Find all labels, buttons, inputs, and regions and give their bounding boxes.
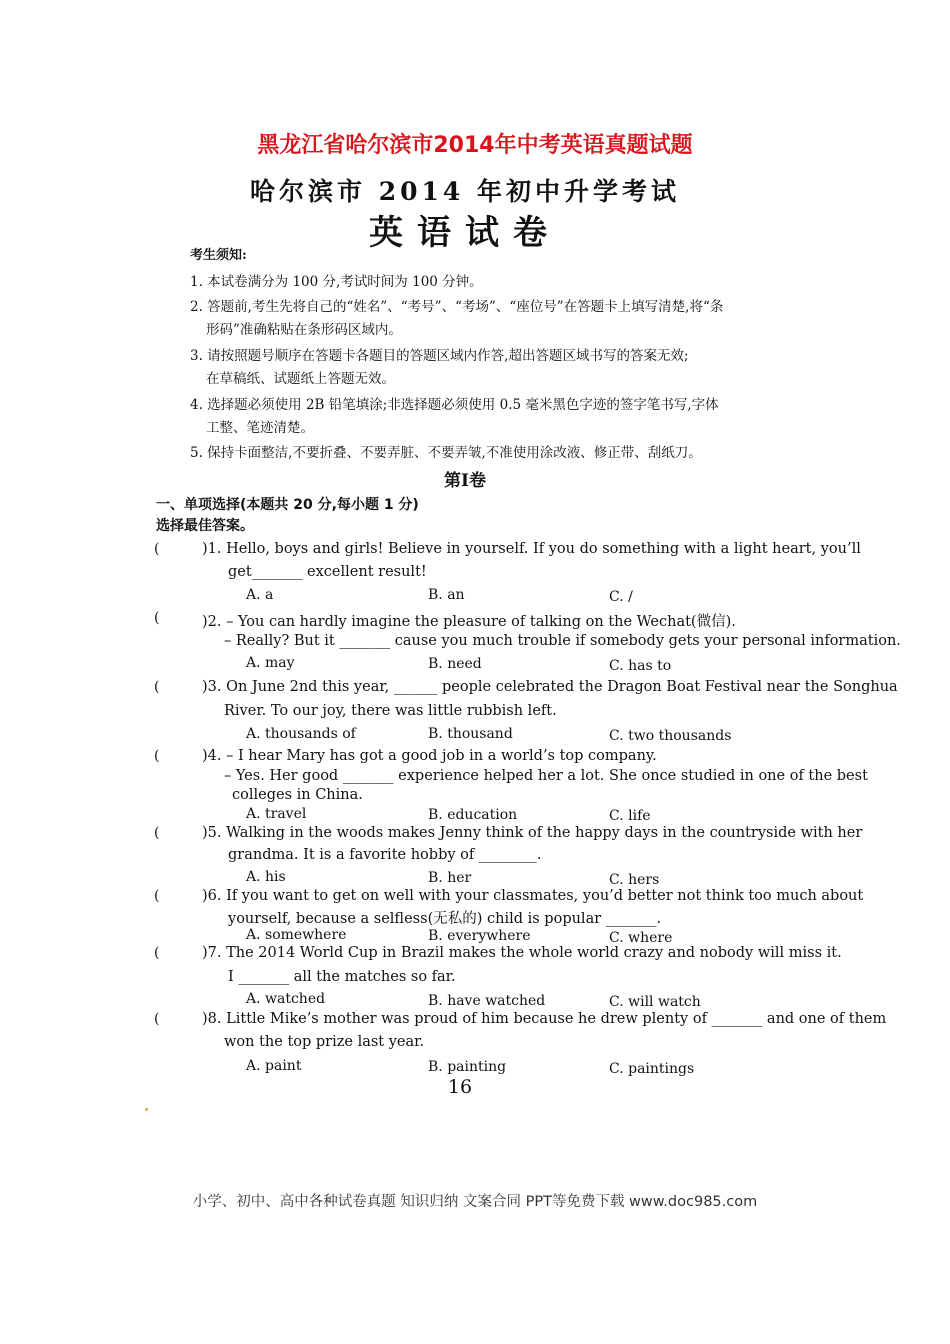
answer-paren: (: [154, 748, 160, 764]
scan-speck: [145, 1108, 148, 1111]
question-text: won the top prize last year.: [224, 1034, 425, 1050]
question-text: )4. – I hear Mary has got a good job in a world’s top company.: [202, 748, 657, 764]
notice-item: 3. 请按照题号顺序在答题卡各题目的答题区域内作答,超出答题区域书写的答案无效;: [190, 348, 689, 364]
question-text: yourself, because a selfless(无私的) child is popular _______.: [228, 911, 662, 927]
exam-subtitle: 哈尔滨市 2014 年初中升学考试: [250, 177, 680, 206]
option-c: C. will watch: [609, 994, 701, 1010]
notice-item: 1. 本试卷满分为 100 分,考试时间为 100 分钟。: [190, 274, 483, 290]
notice-item: 在草稿纸、试题纸上答题无效。: [206, 371, 395, 387]
part-title: 第Ⅰ卷: [444, 471, 486, 491]
option-b: B. have watched: [428, 993, 546, 1009]
option-c: C. two thousands: [609, 728, 732, 744]
answer-paren: (: [154, 888, 160, 904]
option-b: B. everywhere: [428, 928, 531, 944]
option-a: A. his: [246, 869, 286, 885]
question-text: )3. On June 2nd this year, ______ people celebrated the Dragon Boat Festival near the Songhua: [202, 679, 898, 695]
option-a: A. travel: [246, 806, 307, 822]
question-text: )8. Little Mike’s mother was proud of him because he drew plenty of _______ and one of them: [202, 1011, 887, 1027]
question-text: – Yes. Her good _______ experience helped her a lot. She once studied in one of the best: [224, 768, 868, 784]
notice-item: 工整、笔迹清楚。: [206, 420, 314, 436]
option-b: B. need: [428, 656, 482, 672]
option-c: C. where: [609, 930, 673, 946]
option-b: B. an: [428, 587, 465, 603]
question-text: )5. Walking in the woods makes Jenny think of the happy days in the countryside with her: [202, 825, 863, 841]
answer-paren: (: [154, 541, 160, 557]
answer-paren: (: [154, 945, 160, 961]
answer-paren: (: [154, 1011, 160, 1027]
section-title: 一、单项选择(本题共 20 分,每小题 1 分): [156, 497, 419, 513]
question-text: )2. – You can hardly imagine the pleasure of talking on the Wechat(微信).: [202, 614, 736, 630]
answer-paren: (: [154, 825, 160, 841]
exam-main-title: 英语试卷: [369, 213, 561, 253]
question-text: )6. If you want to get on well with your classmates, you’d better not think too much about: [202, 888, 864, 904]
option-c: C. life: [609, 808, 651, 824]
option-c: C. has to: [609, 658, 672, 674]
option-b: B. education: [428, 807, 518, 823]
answer-paren: (: [154, 610, 160, 626]
notice-item: 形码”准确粘贴在条形码区域内。: [206, 322, 402, 338]
notice-item: 4. 选择题必须使用 2B 铅笔填涂;非选择题必须使用 0.5 毫米黑色字迹的签字笔书写,字体: [190, 397, 719, 413]
option-c: C. hers: [609, 872, 660, 888]
option-a: A. paint: [246, 1058, 302, 1074]
footer-ad: 小学、初中、高中各种试卷真题 知识归纳 文案合同 PPT等免费下载 www.doc985.com: [192, 1194, 758, 1210]
instruction: 选择最佳答案。: [156, 518, 254, 534]
red-title: 黑龙江省哈尔滨市2014年中考英语真题试题: [257, 133, 693, 158]
option-a: A. may: [246, 655, 295, 671]
option-a: A. thousands of: [246, 726, 356, 742]
question-text: grandma. It is a favorite hobby of ________.: [228, 847, 542, 863]
option-a: A. somewhere: [246, 927, 347, 943]
answer-paren: (: [154, 679, 160, 695]
page-number: 16: [447, 1076, 473, 1098]
option-a: A. watched: [246, 991, 326, 1007]
question-text: colleges in China.: [232, 787, 363, 803]
option-b: B. painting: [428, 1059, 507, 1075]
question-text: )7. The 2014 World Cup in Brazil makes the whole world crazy and nobody will miss it.: [202, 945, 842, 961]
option-a: A. a: [246, 587, 274, 603]
option-b: B. thousand: [428, 726, 513, 742]
option-c: C. paintings: [609, 1061, 695, 1077]
notice-heading: 考生须知:: [190, 248, 247, 263]
question-text: get_______ excellent result!: [228, 564, 427, 580]
question-text: I _______ all the matches so far.: [228, 969, 456, 985]
option-b: B. her: [428, 870, 472, 886]
notice-item: 2. 答题前,考生先将自己的“姓名”、“考号”、“考场”、“座位号”在答题卡上填写清楚,将“条: [190, 299, 724, 315]
question-text: – Really? But it _______ cause you much trouble if somebody gets your personal information.: [224, 633, 901, 649]
question-text: River. To our joy, there was little rubbish left.: [224, 703, 557, 719]
question-text: )1. Hello, boys and girls! Believe in yourself. If you do something with a light heart, you’ll: [202, 541, 861, 557]
option-c: C. /: [609, 589, 633, 605]
notice-item: 5. 保持卡面整洁,不要折叠、不要弄脏、不要弄皱,不准使用涂改液、修正带、刮纸刀。: [190, 445, 702, 461]
